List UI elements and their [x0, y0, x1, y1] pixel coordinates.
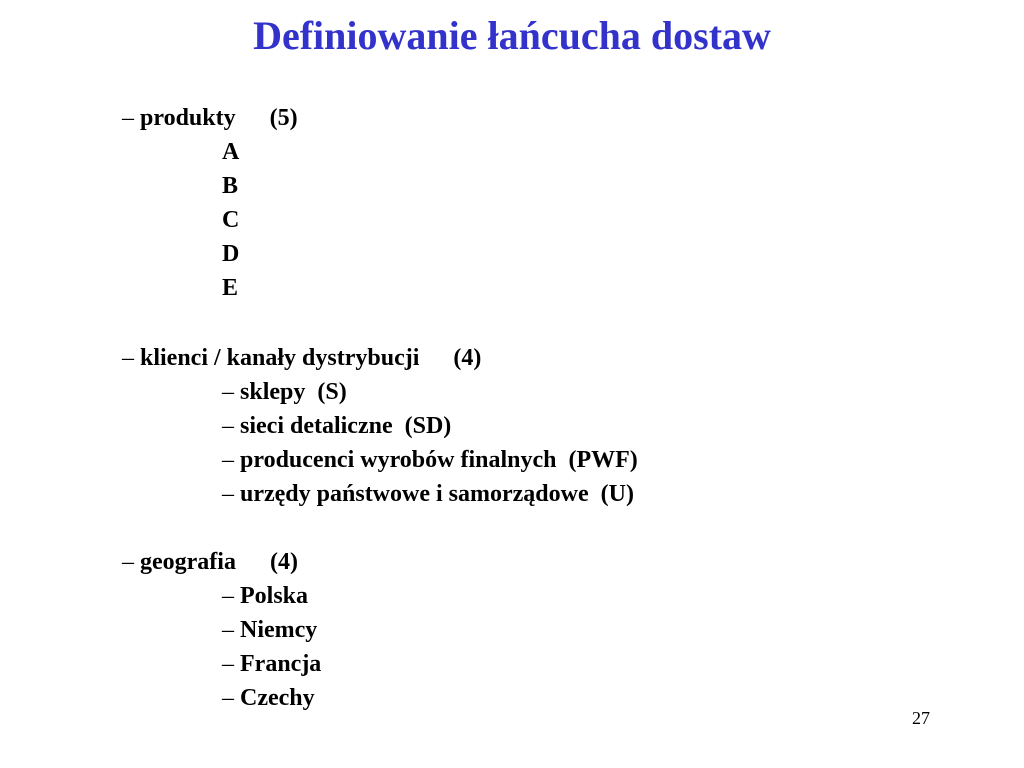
list-item: A — [222, 139, 240, 165]
dash-bullet: – — [122, 105, 134, 131]
list-item-label: Niemcy — [240, 617, 318, 643]
section-count: (4) — [269, 549, 298, 575]
list-item — [122, 647, 321, 681]
section-header — [122, 101, 298, 135]
section-count: (5) — [269, 105, 298, 131]
dash-bullet: – — [222, 413, 234, 439]
list-item — [122, 477, 638, 511]
list-item — [122, 443, 638, 477]
page-number: 27 — [912, 708, 930, 728]
list-item: C — [222, 207, 240, 233]
section-label: produkty — [140, 105, 236, 131]
section-header — [122, 545, 321, 579]
dash-bullet: – — [222, 481, 234, 507]
list-item — [122, 409, 638, 443]
list-item: D — [222, 241, 240, 267]
list-item: B — [222, 173, 239, 199]
section-products — [122, 101, 298, 305]
section-geography — [122, 545, 321, 715]
list-item-label: producenci wyrobów finalnych (PWF) — [240, 447, 638, 473]
list-item-label: urzędy państwowe i samorządowe (U) — [240, 481, 634, 507]
section-label: geografia — [140, 549, 236, 575]
dash-bullet: – — [222, 617, 234, 643]
dash-bullet: – — [222, 379, 234, 405]
list-item: E — [222, 275, 239, 301]
dash-bullet: – — [122, 549, 134, 575]
dash-bullet: – — [222, 583, 234, 609]
list-item-label: sklepy (S) — [240, 379, 347, 405]
section-header — [122, 341, 638, 375]
list-item-label: Polska — [240, 583, 309, 609]
list-item — [122, 681, 321, 715]
section-label: klienci / kanały dystrybucji — [140, 345, 420, 371]
list-item-label: Francja — [240, 651, 322, 677]
section-clients — [122, 341, 638, 511]
section-count: (4) — [453, 345, 482, 371]
dash-bullet: – — [222, 651, 234, 677]
list-item — [122, 579, 321, 613]
slide-title: Definiowanie łańcucha dostaw — [253, 13, 771, 58]
dash-bullet: – — [222, 447, 234, 473]
list-item-label: Czechy — [240, 685, 315, 711]
list-item-label: sieci detaliczne (SD) — [240, 413, 452, 439]
list-item — [122, 375, 638, 409]
dash-bullet: – — [122, 345, 134, 371]
dash-bullet: – — [222, 685, 234, 711]
list-item — [122, 613, 321, 647]
